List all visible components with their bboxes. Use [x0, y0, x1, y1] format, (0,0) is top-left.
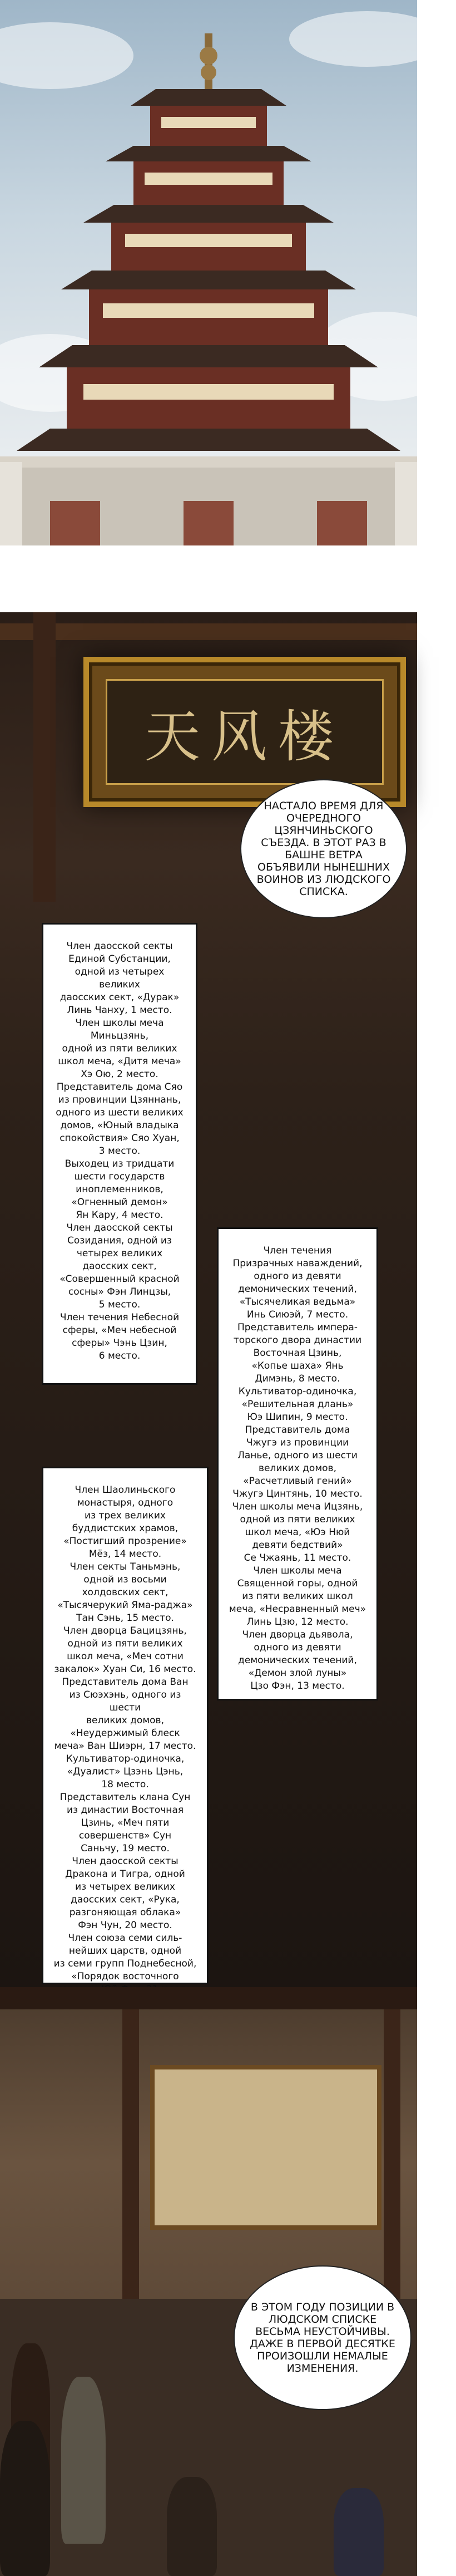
pagoda-illustration: [0, 0, 417, 545]
roster-line: сосны» Фэн Линцзы,: [68, 1286, 171, 1297]
roster-box-ranks-1-6: [42, 923, 197, 1385]
roster-line: Инь Сиюэй, 7 место.: [246, 1309, 349, 1320]
roster-line: из династии Восточная: [66, 1805, 184, 1816]
roster-line: из провинции Цзяннань,: [58, 1094, 181, 1105]
roster-line: Мёз, 14 место.: [88, 1548, 162, 1560]
roster-line: Цзинь, «Меч пяти: [81, 1817, 170, 1828]
roster-line: Линь Цзю, 12 место.: [246, 1616, 349, 1628]
roster-line: Представитель клана Сун: [60, 1792, 191, 1803]
roster-line: шести государств: [74, 1171, 165, 1182]
roster-line: девяти бедствий»: [252, 1540, 343, 1551]
roster-line: буддистских храмов,: [72, 1523, 179, 1534]
roster-line: одной из четырех великих: [75, 966, 165, 990]
speech-bubble-announcement: НАСТАЛО ВРЕМЯ ДЛЯ ОЧЕРЕДНОГО ЦЗЯНЧИНЬСКОГО СЪЕЗДА. В ЭТОТ РАЗ В БАШНЕ ВЕТРА ОБЪЯВИЛИ НЫНЕШНИХ ВОИНОВ ИЗ ЛЮДСКОГО СПИСКА.: [240, 779, 407, 918]
roster-box-ranks-14-21: [42, 1467, 209, 1984]
ceiling-beam: [0, 1987, 417, 2009]
roster-line: 6 место.: [98, 1350, 141, 1361]
roster-line: совершенств» Сун: [78, 1830, 172, 1841]
roster-line: Представитель дома: [245, 1424, 350, 1436]
roster-line: «Демон злой луны»: [248, 1668, 347, 1679]
roster-line: Ланье, одного из шести: [237, 1450, 358, 1461]
roster-line: Член школы меча Миньцзянь,: [75, 1017, 164, 1041]
roster-line: «Огненный демон»: [71, 1197, 168, 1208]
roster-line: школ меча, «Юэ Нюй: [245, 1527, 350, 1538]
roster-line: сферы» Чэнь Цзин,: [72, 1338, 167, 1349]
roster-line: Димэнь, 8 место.: [255, 1373, 340, 1384]
roster-line: Священной горы, одной: [237, 1578, 358, 1589]
roster-line: иноплеменников,: [76, 1184, 163, 1195]
crowd-figure: [167, 2477, 217, 2576]
roster-line: одной из пяти великих: [240, 1514, 355, 1525]
roster-line: Член союза семи силь-: [68, 1933, 182, 1944]
plaque-calligraphy: 天风楼: [145, 704, 345, 769]
ceiling-beam: [0, 623, 417, 640]
roster-line: из трех великих: [85, 1510, 166, 1521]
roster-line: Член даосской секты: [66, 1222, 173, 1233]
roster-line: великих домов,: [86, 1715, 164, 1726]
roster-line: демонических течений,: [238, 1284, 357, 1295]
roster-line: демонических течений,: [238, 1655, 357, 1666]
roster-line: Чжугэ Цинтянь, 10 место.: [232, 1488, 363, 1500]
roster-line: Член секты Таньмэнь,: [70, 1561, 181, 1572]
roster-line: Чжугэ из провинции: [246, 1437, 349, 1448]
roster-line: одной из восьми: [83, 1574, 167, 1585]
roster-line: Член даосской секты: [72, 1856, 179, 1867]
roster-box-ranks-7-13: [217, 1227, 378, 1700]
roster-line: Выходец из тридцати: [65, 1158, 175, 1169]
roster-line: разгоняющая облака»: [69, 1907, 181, 1918]
roster-line: из семи групп Поднебесной,: [53, 1958, 197, 1969]
roster-line: школ меча, «Меч сотни: [67, 1651, 184, 1662]
roster-line: Тан Сэнь, 15 место.: [76, 1613, 174, 1624]
crowd-figure: [0, 2421, 50, 2576]
roster-line: монастыря, одного: [77, 1497, 174, 1508]
roster-line: Представитель импера-: [237, 1322, 358, 1333]
roster-line: «Порядок восточного: [71, 1971, 179, 1982]
roster-line: Член Шаолиньского: [75, 1484, 176, 1496]
roster-line: закалок» Хуан Си, 16 место.: [54, 1664, 196, 1675]
roster-line: «Совершенный красной: [60, 1274, 180, 1285]
roster-line: Член школы меча: [253, 1565, 342, 1576]
roster-line: «Расчетливый гений»: [243, 1476, 352, 1487]
roster-line: одного из девяти: [254, 1642, 341, 1653]
roster-line: «Решительная длань»: [241, 1399, 354, 1410]
roster-line: Созидания, одной из: [67, 1235, 172, 1246]
roster-line: школ меча, «Дитя меча»: [58, 1056, 181, 1067]
roster-line: Ян Кару, 4 место.: [76, 1210, 163, 1221]
roster-line: из пяти великих школ: [242, 1591, 353, 1602]
roster-line: из Сюэхэнь, одного из шести: [69, 1689, 181, 1713]
roster-line: нейших царств, одной: [68, 1945, 182, 1956]
roster-line: «Тысячеликая ведьма»: [239, 1296, 356, 1307]
roster-line: Представитель дома Ван: [62, 1677, 189, 1688]
roster-line: спокойствия» Сяо Хуан,: [60, 1133, 180, 1144]
roster-line: Член дворца Бацицзянь,: [63, 1625, 187, 1636]
roster-line: Культиватор-одиночка,: [66, 1753, 185, 1764]
roster-line: «Постигший прозрение»: [63, 1536, 187, 1547]
roster-line: «Неудержимый блеск: [70, 1728, 180, 1739]
roster-line: одной из пяти великих: [67, 1638, 183, 1649]
roster-line: 3 место.: [98, 1146, 141, 1157]
roster-line: Культиватор-одиночка,: [238, 1386, 357, 1397]
roster-line: Линь Чанху, 1 место.: [67, 1005, 172, 1016]
roster-line: «Копье шаха» Янь: [251, 1360, 344, 1371]
roster-line: одного из девяти: [254, 1271, 341, 1282]
plaque-inner: [106, 679, 384, 785]
roster-line: Представитель дома Сяо: [56, 1081, 183, 1093]
roster-line: Член течения: [263, 1245, 332, 1256]
hall-plaque: [83, 657, 406, 807]
hall-panel: [0, 612, 417, 1987]
roster-line: Восточная Цзинь,: [253, 1348, 342, 1359]
wall-scroll: [150, 2065, 381, 2230]
roster-line: сферы, «Меч небесной: [62, 1325, 177, 1336]
roster-line: из четырех великих: [75, 1881, 175, 1892]
roster-line: четырех великих: [76, 1248, 163, 1259]
roster-line: Фэн Чун, 20 место.: [78, 1920, 172, 1931]
roster-line: Призрачных наваждений,: [232, 1258, 363, 1269]
roster-line: «Дуалист» Цзэнь Цэнь,: [67, 1766, 184, 1777]
crowd-figure: [61, 2377, 106, 2544]
roster-line: даосских сект, «Рука,: [71, 1894, 180, 1905]
roster-line: «Тысячерукий Яма-раджа»: [57, 1600, 193, 1611]
roster-line: Дракона и Тигра, одной: [65, 1869, 185, 1880]
roster-line: великих домов,: [259, 1463, 336, 1474]
roster-line: домов, «Юный владыка: [60, 1120, 179, 1131]
crowd-figure: [334, 2488, 384, 2576]
roster-line: Член даосской секты: [66, 941, 173, 952]
roster-line: Член дворца дьявола,: [242, 1629, 353, 1640]
speech-bubble-commentary: В ЭТОМ ГОДУ ПОЗИЦИИ В ЛЮДСКОМ СПИСКЕ ВЕСЬМА НЕУСТОЙЧИВЫ. ДАЖЕ В ПЕРВОЙ ДЕСЯТКЕ ПРОИЗОШЛИ НЕМАЛЫЕ ИЗМЕНЕНИЯ.: [234, 2265, 412, 2410]
roster-line: 18 место.: [101, 1779, 149, 1790]
roster-line: Член школы меча Ицзянь,: [232, 1501, 363, 1512]
roster-line: Се Чжаянь, 11 место.: [244, 1552, 351, 1564]
roster-line: одной из пяти великих: [62, 1043, 177, 1054]
roster-line: меча, «Несравненный меч»: [229, 1604, 366, 1615]
roster-line: 5 место.: [98, 1299, 141, 1310]
roster-line: меча» Ван Шиэрн, 17 место.: [54, 1741, 196, 1752]
roster-line: холдовских сект,: [82, 1587, 168, 1598]
roster-line: Член течения Небесной: [60, 1312, 180, 1323]
pagoda-panel: [0, 0, 417, 545]
roster-line: даосских сект, «Дурак»: [60, 992, 180, 1003]
pillar: [33, 612, 56, 902]
crowd-panel: [0, 1987, 417, 2576]
roster-line: Хэ Ою, 2 место.: [81, 1069, 158, 1080]
roster-line: даосских сект,: [82, 1261, 157, 1272]
roster-line: одного из шести великих: [56, 1107, 184, 1118]
roster-line: торского двора династии: [233, 1335, 362, 1346]
roster-line: Единой Субстанции,: [68, 953, 171, 965]
roster-line: Юэ Шипин, 9 место.: [247, 1412, 348, 1423]
roster-line: Саньчу, 19 место.: [81, 1843, 170, 1854]
roster-line: Цзо Фэн, 13 место.: [250, 1680, 345, 1692]
